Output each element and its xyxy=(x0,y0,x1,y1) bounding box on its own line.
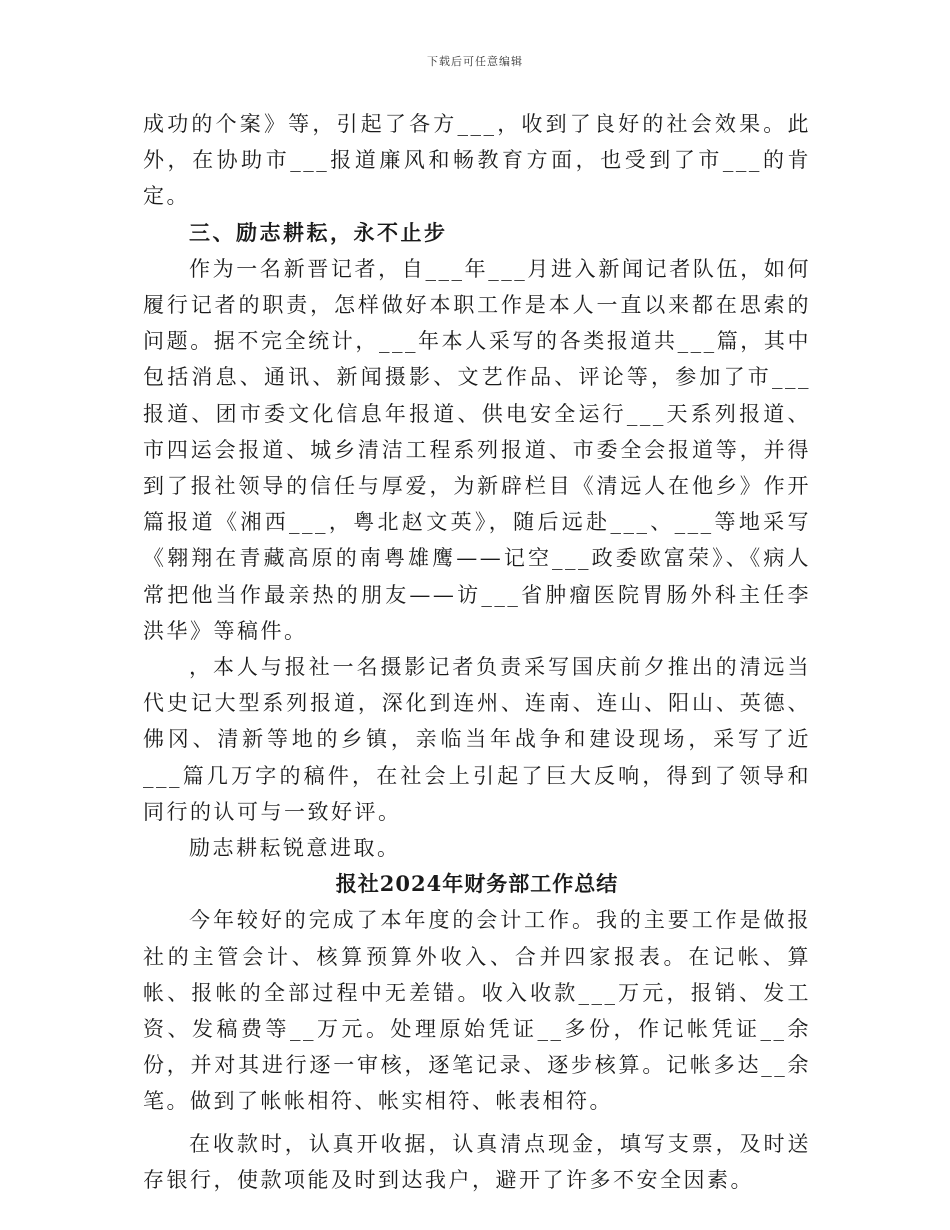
section-heading-3: 三、励志耕耘，永不止步 xyxy=(189,219,448,245)
paragraph-closing-line: 励志耕耘锐意进取。 xyxy=(189,836,401,861)
paragraph-accounting-work: 今年较好的完成了本年度的会计工作。我的主要工作是做报社的主管会计、核算预算外收入、合并四家报表。在记帐、算帐、报帐的全部过程中无差错。收入收款___万元，报销、发工资、发稿费等__万元。处理原始凭证__多份，作记帐凭证__余份，并对其进行逐一审核，逐笔记录、逐步核算。记帐多达__余笔。做到了帐帐相符、帐实相符、帐表相符。 xyxy=(143,908,811,1114)
document-body xyxy=(143,106,811,1198)
paragraph-reporter-duties: 作为一名新晋记者，自___年___月进入新闻记者队伍，如何履行记者的职责，怎样做好本职工作是本人一直以来都在思索的问题。据不完全统计，___年本人采写的各类报道共___篇，其中包括消息、通讯、新闻摄影、文艺作品、评论等，参加了市___报道、团市委文化信息年报道、供电安全运行___天系列报道、市四运会报道、城乡清洁工程系列报道、市委全会报道等，并得到了报社领导的信任与厚爱，为新辟栏目《清远人在他乡》作开篇报道《湘西___，粤北赵文英》，随后远赴___、___等地采写《翱翔在青藏高原的南粤雄鹰——记空___政委欧富荣》、《病人常把他当作最亲热的朋友——访___省肿瘤医院胃肠外科主任李洪华》等稿件。 xyxy=(143,256,811,643)
paragraph-cash-receipts: 在收款时，认真开收据，认真清点现金，填写支票，及时送存银行，使款项能及时到达我户，避开了许多不安全因素。 xyxy=(143,1131,811,1192)
paragraph-series-report: ，本人与报社一名摄影记者负责采写国庆前夕推出的清远当代史记大型系列报道，深化到连州、连南、连山、阳山、英德、佛冈、清新等地的乡镇，亲临当年战争和建设现场，采写了近___篇几万字的稿件，在社会上引起了巨大反响，得到了领导和同行的认可与一致好评。 xyxy=(143,655,811,824)
document-title: 报社2024年财务部工作总结 xyxy=(335,871,619,897)
paragraph-continuation: 成功的个案》等，引起了各方___，收到了良好的社会效果。此外，在协助市___报道廉风和畅教育方面，也受到了市___的肯定。 xyxy=(143,112,811,209)
page-header-note: 下载后可任意编辑 xyxy=(427,55,523,68)
